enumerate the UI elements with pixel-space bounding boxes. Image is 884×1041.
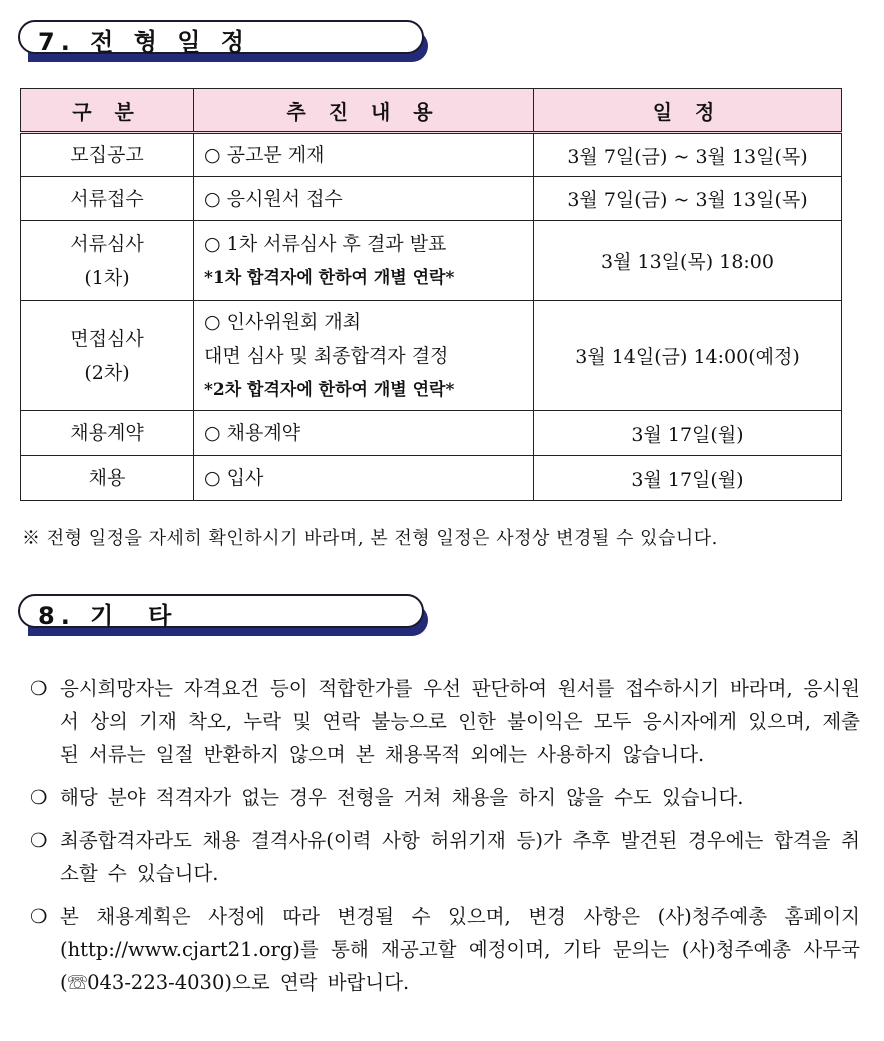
row-content <box>194 411 534 456</box>
content-text: 대면 심사 및 최종합격자 결정 <box>204 344 449 367</box>
header-content: 추 진 내 용 <box>194 89 534 133</box>
row-content <box>194 177 534 221</box>
category-text: 서류접수 <box>70 187 144 210</box>
header-category: 구 분 <box>21 89 194 133</box>
row-category <box>21 177 194 221</box>
category-text: 모집공고 <box>70 144 144 166</box>
table-row <box>21 133 842 177</box>
content-text: ○ 입사 <box>204 467 264 489</box>
schedule-table <box>20 88 842 501</box>
section-8-header <box>18 594 430 634</box>
list-item <box>30 824 860 890</box>
row-date: 3월 7일(금) ~ 3월 13일(목) <box>534 177 842 221</box>
row-date: 3월 17일(월) <box>534 411 842 456</box>
circle-bullet-icon: ❍ <box>30 905 48 928</box>
row-content <box>194 133 534 177</box>
content-text: ○ 1차 서류심사 후 결과 발표 <box>204 232 447 255</box>
content-text: ○ 채용계약 <box>204 422 301 444</box>
table-row <box>21 301 842 411</box>
category-subtext: (2차) <box>84 361 130 384</box>
table-header-row <box>21 89 842 133</box>
list-item <box>30 781 860 814</box>
list-item <box>30 900 860 999</box>
category-text: 채용 <box>88 467 126 489</box>
section-7-header <box>18 20 430 60</box>
table-row <box>21 221 842 301</box>
header-date: 일 정 <box>534 89 842 133</box>
row-date: 3월 13일(목) 18:00 <box>534 221 842 301</box>
category-subtext: (1차) <box>84 266 130 289</box>
list-item <box>30 672 860 771</box>
circle-bullet-icon: ❍ <box>30 677 48 700</box>
row-content <box>194 456 534 501</box>
circle-bullet-icon: ❍ <box>30 829 48 852</box>
row-category <box>21 133 194 177</box>
content-text: ○ 응시원서 접수 <box>204 187 343 210</box>
list-item-text: 해당 분야 적격자가 없는 경우 전형을 거쳐 채용을 하지 않을 수도 있습니다. <box>60 786 744 809</box>
row-category <box>21 456 194 501</box>
circle-bullet-icon: ❍ <box>30 786 48 809</box>
table-row <box>21 411 842 456</box>
list-item-text: 최종합격자라도 채용 결격사유(이력 사항 허위기재 등)가 추후 발견된 경우에는 합격을 취소할 수 있습니다. <box>60 829 860 885</box>
section-7-title: 7. 전 형 일 정 <box>38 28 250 56</box>
list-item-text: 응시희망자는 자격요건 등이 적합한가를 우선 판단하여 원서를 접수하시기 바라며, 응시원서 상의 기재 착오, 누락 및 연락 불능으로 인한 불이익은 모두 응시자에게 있으며, 제출된 서류는 일절 반환하지 않으며 본 채용목적 외에는 사용하지 않습니다. <box>60 677 860 766</box>
content-text: ○ 공고문 게재 <box>204 144 325 166</box>
section-8-title: 8. 기 타 <box>38 602 178 630</box>
row-category <box>21 221 194 301</box>
category-text: 서류심사 <box>70 232 144 255</box>
table-row <box>21 177 842 221</box>
content-note: *2차 합격자에 한하여 개별 연락* <box>204 379 455 400</box>
row-category <box>21 301 194 411</box>
table-row <box>21 456 842 501</box>
row-content <box>194 221 534 301</box>
misc-list <box>30 672 860 1009</box>
row-content <box>194 301 534 411</box>
row-date: 3월 7일(금) ~ 3월 13일(목) <box>534 133 842 177</box>
content-note: *1차 합격자에 한하여 개별 연락* <box>204 267 455 288</box>
row-category <box>21 411 194 456</box>
content-text: ○ 인사위원회 개최 <box>204 310 362 333</box>
schedule-note: ※ 전형 일정을 자세히 확인하시기 바라며, 본 전형 일정은 사정상 변경될 수 있습니다. <box>22 528 718 549</box>
category-text: 면접심사 <box>70 327 144 350</box>
row-date: 3월 17일(월) <box>534 456 842 501</box>
row-date: 3월 14일(금) 14:00(예정) <box>534 301 842 411</box>
list-item-text: 본 채용계획은 사정에 따라 변경될 수 있으며, 변경 사항은 (사)청주예총 홈페이지(http://www.cjart21.org)를 통해 재공고할 예정이며, 기타 문의는 (사)청주예총 사무국 (☏043-223-4030)으로 연락 바랍니다. <box>60 905 860 994</box>
category-text: 채용계약 <box>70 422 144 444</box>
